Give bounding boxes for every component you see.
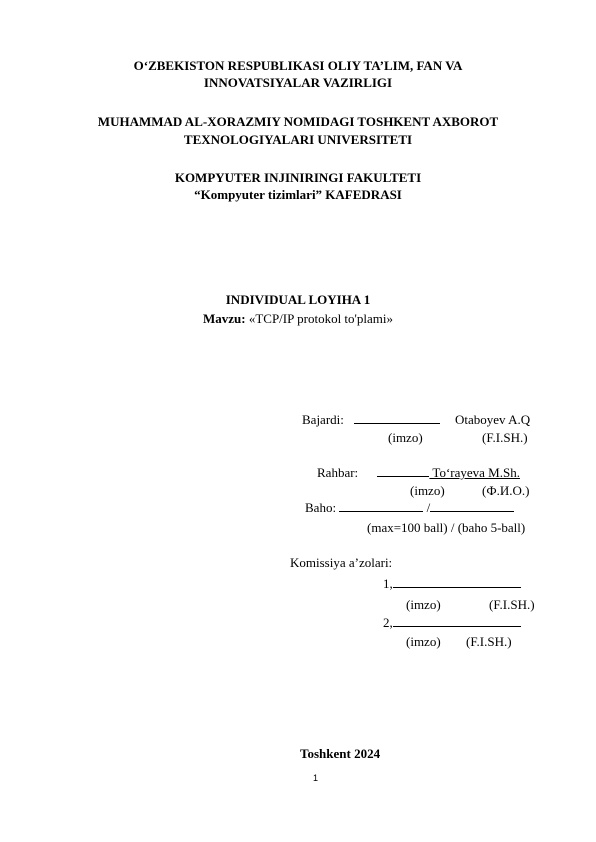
member-2-row [383,615,521,631]
rahbar-caption-sign: (imzo) [410,483,445,498]
baho-grade-line [430,500,514,512]
baho-row [305,500,514,516]
baho-label: Baho: [305,500,337,515]
member-1-number: 1, [383,576,393,591]
member-1-caption-name: (F.I.SH.) [489,597,535,612]
rahbar-label: Rahbar: [317,465,359,480]
topic-label: Mavzu: [202,311,246,326]
member-1-caption-sign: (imzo) [406,597,441,612]
bajardi-caption-sign: (imzo) [388,430,423,445]
bajardi-caption-name: (F.I.SH.) [482,430,528,445]
baho-caption: (max=100 ball) / (baho 5-ball) [367,520,526,535]
department-name: “Kompyuter tizimlari” KAFEDRASI [194,187,402,202]
bajardi-signature-line [354,412,440,424]
member-2-caption-name: (F.I.SH.) [466,634,512,649]
bajardi-name: Otaboyev A.Q [455,412,531,427]
member-2-number: 2, [383,615,393,630]
rahbar-row [317,465,520,481]
member-2-caption-sign: (imzo) [406,634,441,649]
member-1-signature-line [393,576,521,588]
member-2-signature-line [393,615,521,627]
work-type-title: INDIVIDUAL LOYIHA 1 [225,292,371,307]
baho-score-line [339,500,423,512]
ministry-line-2: INNOVATSIYALAR VAZIRLIGI [203,75,393,90]
topic-line [0,311,596,327]
city-year: Toshkent 2024 [300,746,381,761]
rahbar-caption-name: (Ф.И.О.) [482,483,530,498]
rahbar-name: To‘rayeva M.Sh. [429,465,520,480]
university-line-2: TEXNOLOGIYALARI UNIVERSITETI [183,132,413,147]
ministry-line-1: O‘ZBEKISTON RESPUBLIKASI OLIY TA’LIM, FAN VA [133,58,463,73]
faculty-name: KOMPYUTER INJINIRINGI FAKULTETI [174,170,422,185]
commission-label: Komissiya a’zolari: [290,555,393,570]
baho-separator: / [426,500,431,515]
page-number: 1 [313,773,319,783]
topic-text: «TCP/IP protokol to'plami» [245,311,393,326]
bajardi-row [302,412,440,428]
rahbar-signature-line [377,465,429,477]
member-1-row [383,576,521,592]
university-line-1: MUHAMMAD AL-XORAZMIY NOMIDAGI TOSHKENT AXBOROT [97,114,499,129]
bajardi-label: Bajardi: [302,412,344,427]
